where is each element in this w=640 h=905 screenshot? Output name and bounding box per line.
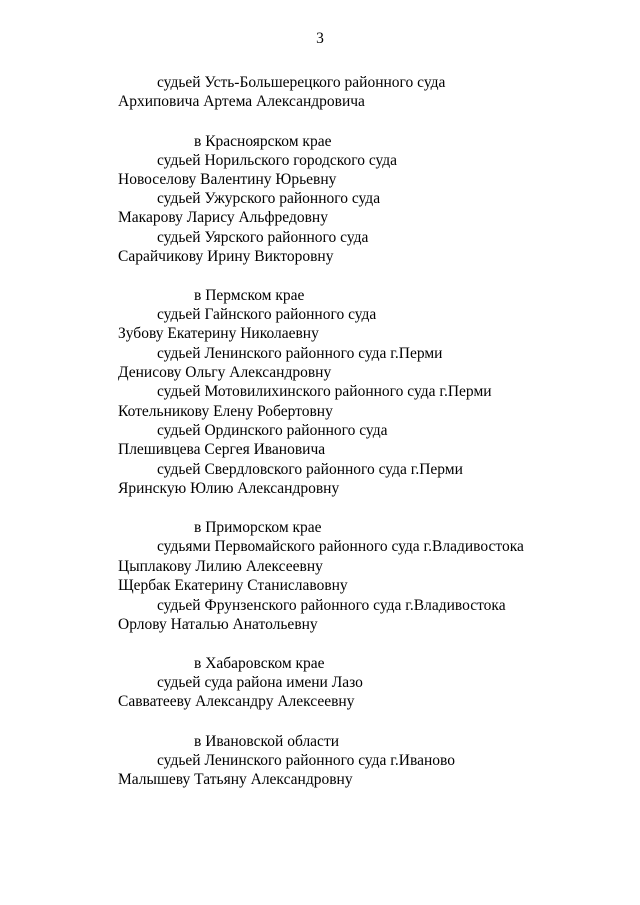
court-line: судьей Уярского районного суда — [157, 229, 369, 246]
judge-name: Сарайчикову Ирину Викторовну — [118, 248, 334, 265]
court-line: судьей Ленинского районного суда г.Иваново — [157, 752, 455, 769]
judge-name: Яринскую Юлию Александровну — [118, 480, 340, 497]
judge-name: Орлову Наталью Анатольевну — [118, 616, 318, 633]
court-line: судьей Фрунзенского районного суда г.Владивостока — [157, 597, 506, 614]
judge-name: Щербак Екатерину Станиславовну — [118, 577, 348, 594]
court-line: судьей Ужурского районного суда — [157, 190, 381, 207]
judge-name: Зубову Екатерину Николаевну — [118, 325, 319, 342]
judge-name: Цыплакову Лилию Алексеевну — [118, 558, 323, 575]
region-heading: в Красноярском крае — [194, 133, 332, 150]
court-line: судьей Гайнского районного суда — [157, 306, 377, 323]
court-line: судьей Ординского районного суда — [157, 422, 388, 439]
judge-name: Архиповича Артема Александровича — [118, 93, 365, 110]
court-line: судьей Усть-Большерецкого районного суда — [157, 74, 446, 91]
court-line: судьей Норильского городского суда — [157, 152, 398, 169]
region-heading: в Ивановской области — [194, 733, 340, 750]
judge-name: Котельникову Елену Робертовну — [118, 403, 333, 420]
region-heading: в Приморском крае — [194, 519, 322, 536]
region-heading: в Пермском крае — [194, 287, 305, 304]
court-line: судьей Свердловского районного суда г.Перми — [157, 461, 463, 478]
judge-name: Макарову Ларису Альфредовну — [118, 209, 328, 226]
judge-name: Новоселову Валентину Юрьевну — [118, 171, 337, 188]
judge-name: Савватееву Александру Алексеевну — [118, 693, 355, 710]
court-line: судьей суда района имени Лазо — [157, 674, 363, 691]
court-line: судьями Первомайского районного суда г.Владивостока — [157, 538, 524, 555]
judge-name: Плешивцева Сергея Ивановича — [118, 441, 326, 458]
judge-name: Малышеву Татьяну Александровну — [118, 771, 353, 788]
judge-name: Денисову Ольгу Александровну — [118, 364, 332, 381]
court-line: судьей Мотовилихинского районного суда г.Перми — [157, 383, 492, 400]
region-heading: в Хабаровском крае — [194, 655, 325, 672]
page-number: 3 — [316, 30, 324, 47]
court-line: судьей Ленинского районного суда г.Перми — [157, 345, 443, 362]
